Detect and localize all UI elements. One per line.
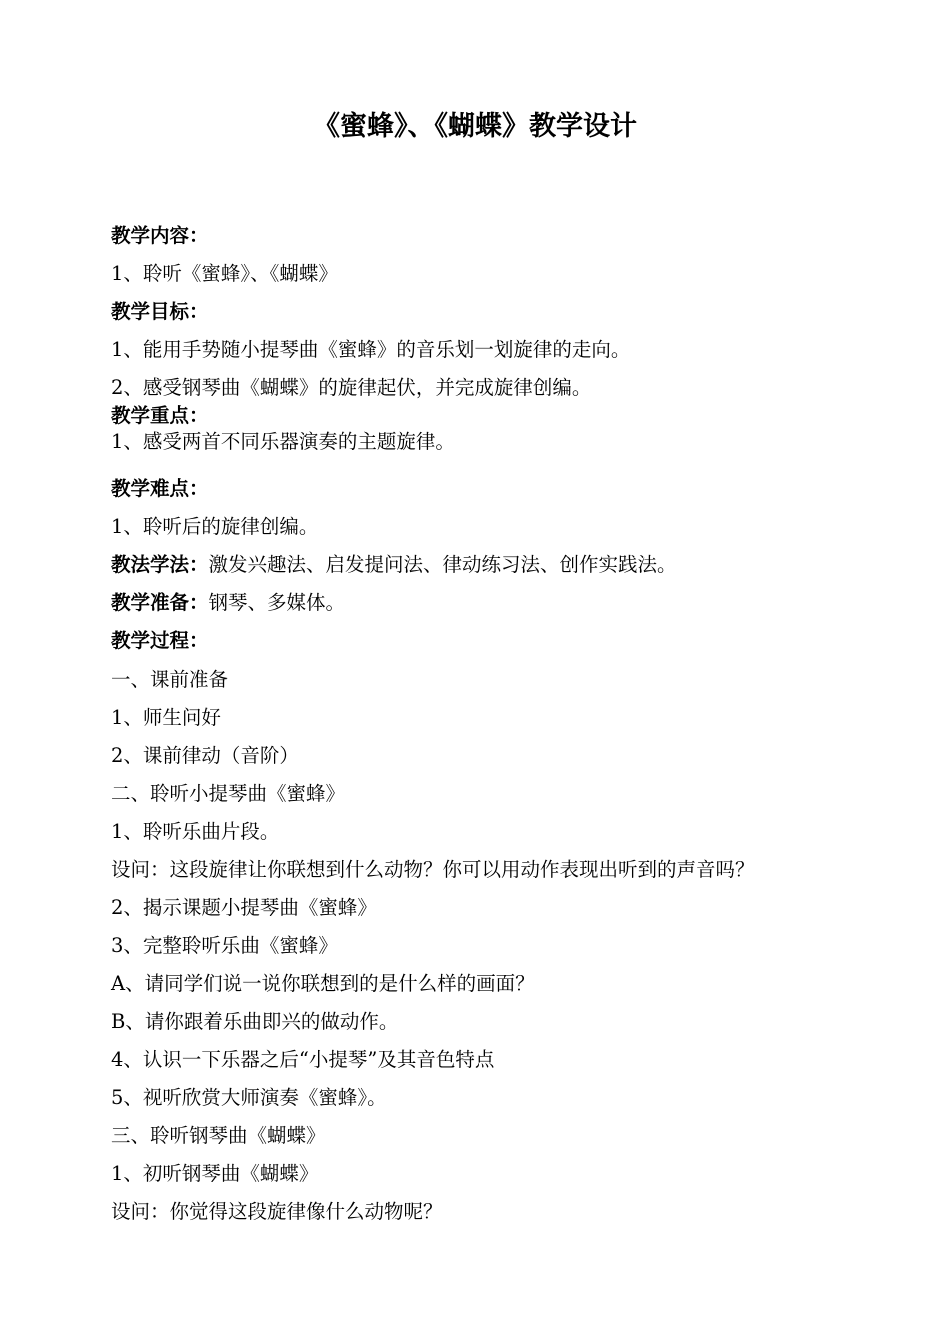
- process-heading: 教学过程：: [111, 629, 209, 652]
- difficulty-item: 1、聆听后的旋律创编。: [111, 515, 319, 538]
- key-point-item: 1、感受两首不同乐器演奏的主题旋律。: [111, 430, 455, 453]
- process-line: 5、视听欣赏大师演奏《蜜蜂》。: [111, 1086, 387, 1109]
- process-line: 二、聆听小提琴曲《蜜蜂》: [111, 782, 346, 805]
- process-line: 1、聆听乐曲片段。: [111, 820, 280, 843]
- preparation-label: 教学准备：: [111, 591, 209, 614]
- difficulty-heading: 教学难点：: [111, 477, 209, 500]
- process-line: 4、认识一下乐器之后“小提琴”及其音色特点: [111, 1048, 495, 1071]
- process-line: 一、课前准备: [111, 668, 229, 691]
- process-line: 2、揭示课题小提琴曲《蜜蜂》: [111, 896, 377, 919]
- process-line: B、请你跟着乐曲即兴的做动作。: [111, 1010, 399, 1033]
- content-heading: 教学内容：: [111, 224, 209, 247]
- process-line: 1、初听钢琴曲《蝴蝶》: [111, 1162, 319, 1185]
- methods-label: 教法学法：: [111, 553, 209, 576]
- methods-text: 激发兴趣法、启发提问法、律动练习法、创作实践法。: [208, 553, 677, 576]
- content-item: 1、聆听《蜜蜂》、《蝴蝶》: [111, 262, 338, 285]
- goal-item-1: 1、能用手势随小提琴曲《蜜蜂》的音乐划一划旋律的走向。: [111, 338, 631, 361]
- process-line: 三、聆听钢琴曲《蝴蝶》: [111, 1124, 326, 1147]
- key-points-heading: 教学重点：: [111, 404, 209, 427]
- process-line: A、请同学们说一说你联想到的是什么样的画面？: [111, 972, 535, 995]
- process-line: 设问：你觉得这段旋律像什么动物呢？: [111, 1200, 443, 1223]
- process-line: 设问：这段旋律让你联想到什么动物？你可以用动作表现出听到的声音吗？: [111, 858, 755, 881]
- goal-item-2: 2、感受钢琴曲《蝴蝶》的旋律起伏，并完成旋律创编。: [111, 376, 592, 399]
- preparation-line: [111, 591, 345, 615]
- process-line: 3、完整聆听乐曲《蜜蜂》: [111, 934, 338, 957]
- preparation-text: 钢琴、多媒体。: [208, 591, 346, 614]
- process-line: 1、师生问好: [111, 706, 221, 729]
- process-line: 2、课前律动（音阶）: [111, 744, 299, 767]
- document-title: 《蜜蜂》、《蝴蝶》教学设计: [313, 111, 637, 142]
- goals-heading: 教学目标：: [111, 300, 209, 323]
- methods-line: [111, 553, 677, 577]
